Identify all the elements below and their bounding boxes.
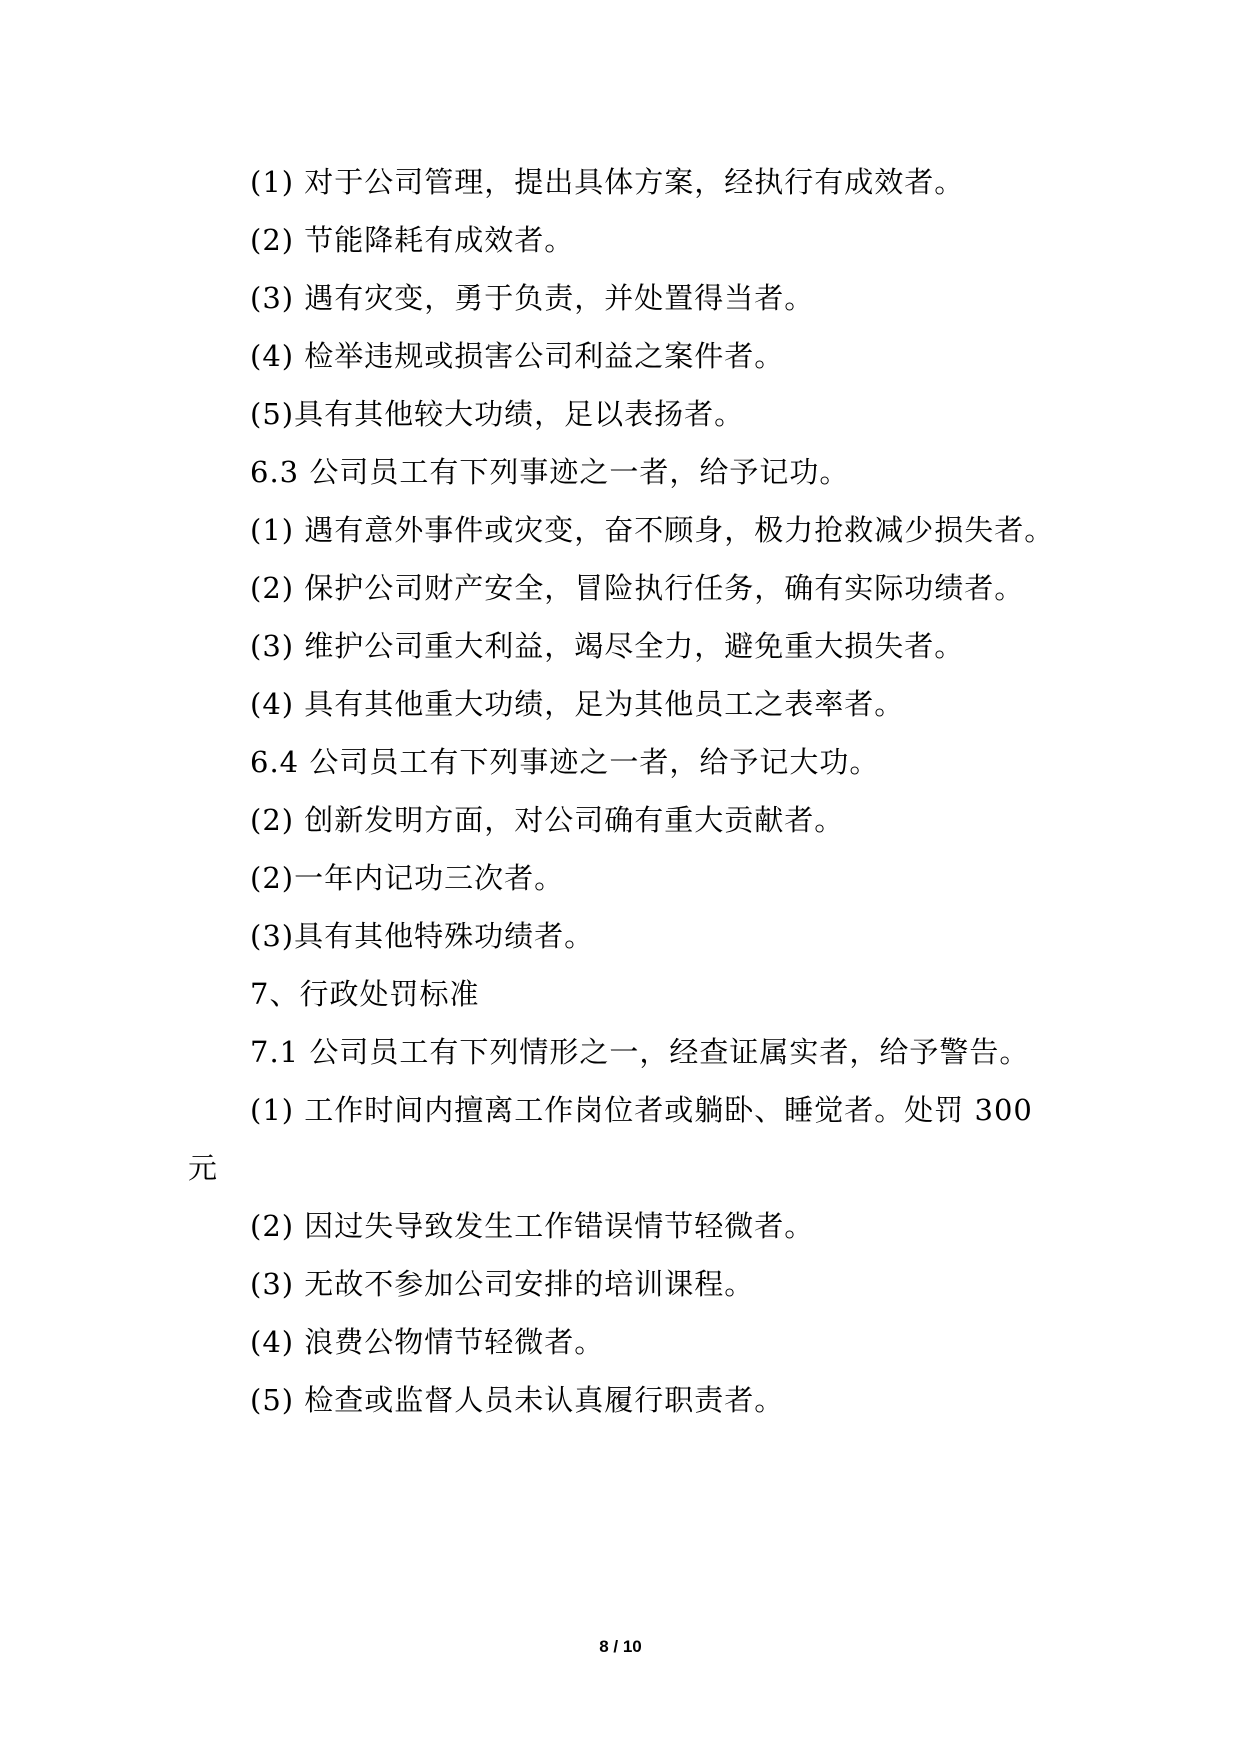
text-line: (1) 工作时间内擅离工作岗位者或躺卧、睡觉者。处罚 300 (250, 1093, 1033, 1127)
page-number: 8 / 10 (599, 1637, 642, 1656)
text-line: (5) 检查或监督人员未认真履行职责者。 (250, 1383, 785, 1417)
text-line: (3) 维护公司重大利益，竭尽全力，避免重大损失者。 (250, 629, 965, 663)
text-line: (3)具有其他特殊功绩者。 (250, 919, 595, 953)
section-heading: 6.3 公司员工有下列事迹之一者，给予记功。 (250, 455, 850, 489)
text-line: (2)一年内记功三次者。 (250, 861, 565, 895)
text-line: (2) 因过失导致发生工作错误情节轻微者。 (250, 1209, 815, 1243)
text-line: (4) 检举违规或损害公司利益之案件者。 (250, 339, 785, 373)
text-line: (2) 创新发明方面，对公司确有重大贡献者。 (250, 803, 845, 837)
text-line: (4) 具有其他重大功绩，足为其他员工之表率者。 (250, 687, 905, 721)
text-line: (4) 浪费公物情节轻微者。 (250, 1325, 605, 1359)
section-heading: 7、行政处罚标准 (250, 977, 480, 1011)
section-heading: 6.4 公司员工有下列事迹之一者，给予记大功。 (250, 745, 880, 779)
text-line: (3) 无故不参加公司安排的培训课程。 (250, 1267, 755, 1301)
text-line: (2) 保护公司财产安全，冒险执行任务，确有实际功绩者。 (250, 571, 1025, 605)
text-line: (2) 节能降耗有成效者。 (250, 223, 575, 257)
text-line: 元 (188, 1151, 219, 1185)
text-line: (1) 遇有意外事件或灾变，奋不顾身，极力抢救减少损失者。 (250, 513, 1055, 547)
section-heading: 7.1 公司员工有下列情形之一，经查证属实者，给予警告。 (250, 1035, 1030, 1069)
text-line: (1) 对于公司管理，提出具体方案，经执行有成效者。 (250, 165, 965, 199)
text-line: (5)具有其他较大功绩，足以表扬者。 (250, 397, 745, 431)
text-line: (3) 遇有灾变，勇于负责，并处置得当者。 (250, 281, 815, 315)
